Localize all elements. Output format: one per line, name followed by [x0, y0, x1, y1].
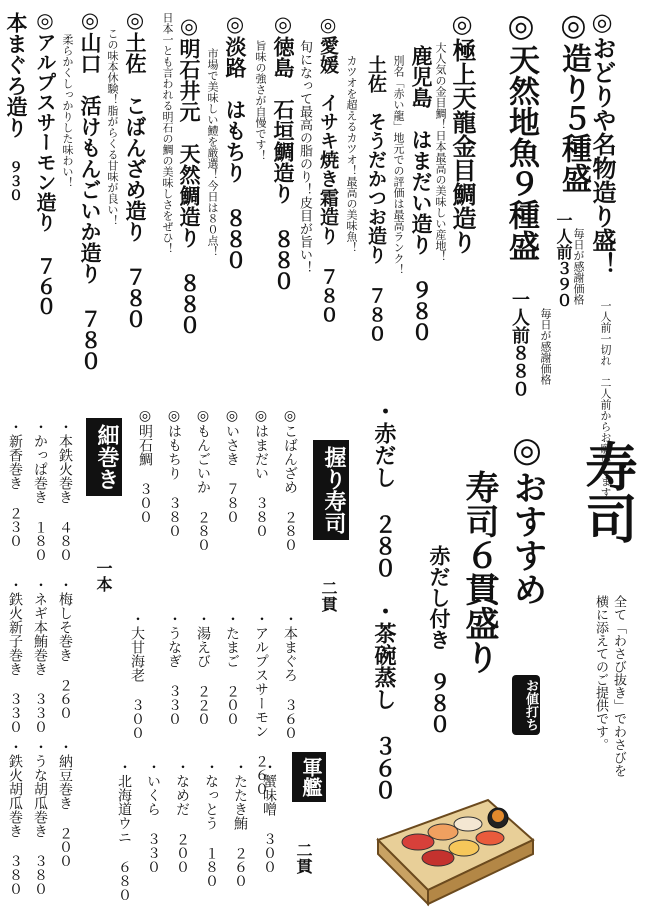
nigiri-item: ◎はもちり ３８０ — [166, 408, 182, 538]
gunkan-item: ・たたき鮪 ２６０ — [232, 760, 248, 888]
gunkan-item: ・北海道ウニ ６８０ — [116, 760, 132, 902]
nigiri-label: 握り寿司 — [313, 440, 349, 540]
nigiri-item: ・うなぎ ３３０ — [166, 612, 182, 726]
isaki-desc: 旬になって最高の脂のり！皮目が旨い！ — [297, 40, 312, 274]
hosomaki-item: ・納豆巻き ２００ — [57, 740, 73, 868]
kinme-desc: 大人気の金目鯛！日本最高の美味しい産地！ — [434, 42, 447, 262]
salmon-title: ◎アルプスサーモン造り ７６０ — [33, 8, 57, 316]
recommend-title: ◎おすすめ — [507, 430, 547, 606]
hamadai-desc: 別名「赤い龍」地元での評価は最高ランク！ — [392, 55, 405, 275]
sushi-piece — [422, 850, 454, 866]
odori-title: ◎おどりや名物造り盛！ — [588, 8, 616, 276]
sushi-piece — [476, 831, 504, 845]
nigiri-item: ◎はまだい ３８０ — [253, 408, 269, 538]
gunkan-topping — [492, 810, 504, 822]
zukuri5-note: 毎日が感謝価格 — [572, 228, 585, 305]
sushi-piece — [428, 824, 458, 840]
gunkan-unit: 二貫 — [294, 842, 313, 874]
hamochi-desc: 市場で美味しい鱧を厳選！今日は８０点！ — [206, 48, 219, 257]
sushi-platter-illustration — [368, 780, 538, 910]
hosomaki-item: ・うな胡瓜巻き ３８０ — [32, 740, 48, 896]
maguro-title: 本まぐろ造り — [4, 12, 28, 138]
chawanmushi: ・茶碗蒸し ３６０ — [371, 600, 396, 801]
akashi-desc: 日本一とも言われる明石の鯛の美味しさをぜひ！ — [161, 12, 174, 254]
mongo-desc: 柔らかくしっかりした味わい！ — [61, 34, 74, 188]
gunkan-label: 軍艦 — [292, 752, 326, 802]
recommend-name: 寿司６貫盛り — [459, 470, 499, 674]
gunkan-item: ・なっとう １８０ — [203, 760, 219, 888]
kobanzame-desc: この味本休験！脂がらくる甘味が良い！ — [106, 28, 119, 226]
mongo-title: ◎山口 活けもんごいか造り ７８０ — [78, 8, 102, 371]
tennen9-price: 一人前８８０ — [509, 290, 530, 398]
maguro-price: ９３０ — [7, 160, 23, 202]
nigiri-unit: 二貫 — [319, 580, 338, 612]
hosomaki-item: ・新香巻き ２３０ — [7, 420, 23, 548]
nigiri-item: ・湯えび ２２０ — [195, 612, 211, 726]
nigiri-item: ◎もんごいか ２８０ — [195, 408, 211, 552]
hamadai-title: 鹿児島 はまだい造り ９８０ — [409, 45, 433, 342]
sushi-piece — [454, 817, 482, 831]
hamochi-title: ◎淡路 はもちり ８８０ — [223, 12, 247, 270]
odori-note: 一人前一切れ 二人前からお願いします — [599, 300, 612, 498]
nigiri-item: ・アルプスサーモン ２６０ — [253, 612, 269, 796]
hosomaki-unit: 一本 — [94, 560, 113, 592]
zukuri5-title: ◎造り５種盛 — [556, 8, 591, 193]
zukuri5-price: 一人前３９０ — [554, 212, 573, 308]
hosomaki-item: ・鉄火胡瓜巻き ３８０ — [7, 740, 23, 896]
gunkan-item: ・蟹味噌 ３００ — [261, 760, 277, 874]
nigiri-item: ・大甘海老 ３００ — [129, 612, 145, 740]
hosomaki-item: ・鉄火新子巻き ３３０ — [7, 578, 23, 734]
hosomaki-item: ・かっぱ巻き １８０ — [32, 420, 48, 562]
kobanzame-title: ◎土佐 こばんざめ造り ７８０ — [123, 8, 147, 329]
ishigaki-title: ◎徳島 石垣鯛造り ８８０ — [271, 12, 295, 291]
hosomaki-item: ・梅しそ巻き ２６０ — [57, 578, 73, 720]
sodagatsuo-title: 土佐 そうだかつお造り ７８０ — [365, 55, 387, 343]
akadashi: ・赤だし ２８０ — [371, 400, 396, 579]
sushi-piece — [449, 840, 479, 856]
recommend-badge: お値打ち — [512, 675, 540, 735]
gunkan-item: ・なめだ ２００ — [174, 760, 190, 874]
nigiri-item: ◎明石鯛 ３００ — [137, 408, 153, 524]
nigiri-item: ・たまご ２００ — [224, 612, 240, 726]
recommend-price: 赤だし付き ９８０ — [427, 545, 451, 734]
nigiri-item: ◎いさき ７８０ — [224, 408, 240, 524]
hosomaki-label: 細巻き — [86, 418, 122, 496]
tennen9-title: ◎天然地魚９種盛 — [503, 8, 539, 261]
gunkan-item: ・いくら ３３０ — [145, 760, 161, 874]
hosomaki-item: ・本鉄火巻き ４８０ — [57, 420, 73, 562]
kinme-title: ◎極上天龍金目鯛造り — [448, 10, 476, 254]
sodagatsuo-desc: カツオを超えるカツオ！最高の美味魚！ — [345, 55, 358, 253]
wasabi-note-1: 全て「わさび抜き」でわさびを — [611, 595, 626, 777]
tennen9-note: 毎日が感謝価格 — [539, 308, 552, 385]
wasabi-note-2: 横に添えてのご提供です。 — [593, 595, 608, 751]
akashi-title: ◎明石井元 天然鯛造り ８８０ — [177, 14, 201, 335]
sushi-piece — [402, 834, 434, 850]
nigiri-item: ・本まぐろ ３６０ — [282, 612, 298, 740]
isaki-title: ◎愛媛 イサキ焼き霜造り ７８０ — [317, 14, 339, 324]
sushi-title: 寿司 — [576, 440, 636, 544]
hosomaki-item: ・ネギ本鮪巻き ３３０ — [32, 578, 48, 734]
nigiri-item: ◎こばんざめ ２８０ — [282, 408, 298, 552]
ishigaki-desc: 旨味の強さが自慢です！ — [254, 40, 267, 161]
